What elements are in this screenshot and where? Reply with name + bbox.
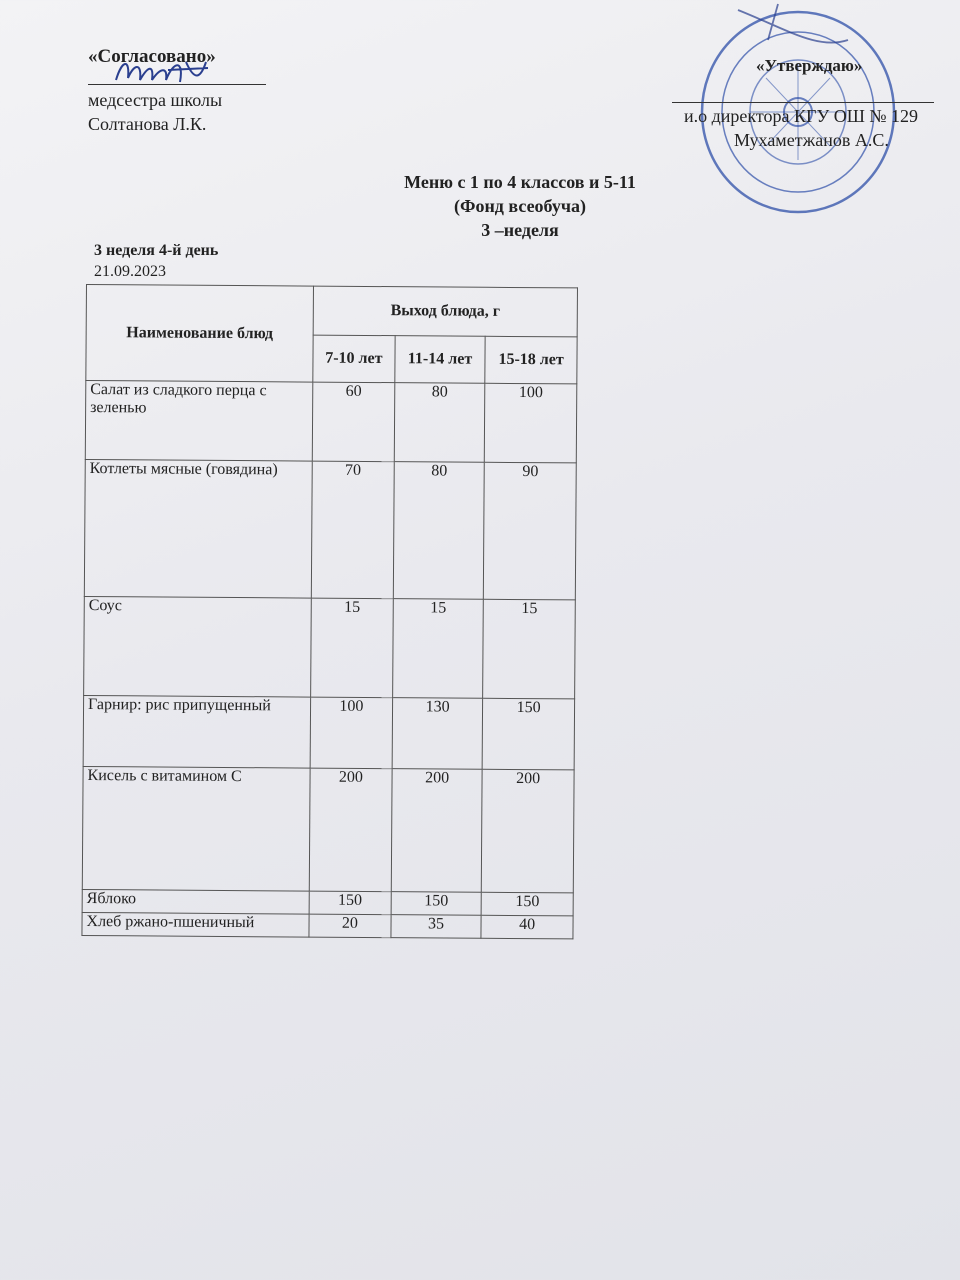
dish-output: 15 [311,598,393,698]
menu-date: 21.09.2023 [94,263,166,280]
col-header-output: Выход блюда, г [313,286,577,337]
approved-role: и.о директора КГУ ОШ № 129 [684,106,919,126]
agreed-role: медсестра школы [88,90,223,110]
table-row [82,889,573,915]
dish-name: Хлеб ржано-пшеничный [82,912,309,937]
dish-output: 15 [392,599,483,699]
dish-output: 90 [484,462,577,600]
week-heading: 3 –неделя [481,220,559,240]
dish-output: 80 [393,462,485,600]
dish-output: 70 [311,461,394,599]
col-header-age: 11-14 лет [395,336,486,384]
dish-output: 100 [310,697,392,769]
dish-name: Гарнир: рис припущенный [83,695,310,768]
dish-output: 60 [312,382,394,462]
dish-name: Салат из сладкого перца с зеленью [85,381,313,462]
dish-output: 40 [481,915,573,939]
table-row [82,912,573,938]
dish-name: Яблоко [82,889,309,914]
agreed-title: «Согласовано» [88,46,216,67]
table-row [84,459,576,599]
dish-output: 80 [394,383,485,463]
menu-table [81,284,578,939]
approved-title: «Утверждаю» [756,56,863,75]
col-header-age: 7-10 лет [313,335,395,383]
dish-output: 200 [309,768,392,892]
dish-output: 150 [309,891,391,915]
dish-output: 150 [482,698,574,770]
table-row [83,695,574,769]
signature-line [88,84,266,85]
week-day-label: 3 неделя 4-й день [94,242,219,259]
agreed-name: Солтанова Л.К. [88,114,207,134]
dish-name: Кисель с витамином С [82,766,310,891]
dish-name: Соус [84,596,312,697]
dish-output: 100 [485,383,577,463]
col-header-dish-name: Наименование блюд [86,285,314,383]
dish-output: 35 [391,915,482,939]
table-row [85,381,577,463]
dish-output: 200 [391,769,482,893]
approved-name: Мухаметжанов А.С. [734,130,889,150]
fund-heading: (Фонд всеобуча) [453,196,587,216]
table-row [84,596,576,698]
dish-name: Котлеты мясные (говядина) [84,459,312,598]
dish-output: 150 [391,892,482,916]
dish-output: 15 [483,599,575,699]
table-row [82,766,574,892]
approved-signature-line [672,102,934,103]
col-header-age: 15-18 лет [485,336,577,384]
dish-output: 20 [309,914,391,938]
dish-output: 130 [392,698,483,770]
dish-output: 200 [482,769,575,893]
table-header-row [86,285,577,337]
dish-output: 150 [481,892,573,916]
menu-heading: Меню с 1 по 4 классов и 5-11 [404,172,636,192]
